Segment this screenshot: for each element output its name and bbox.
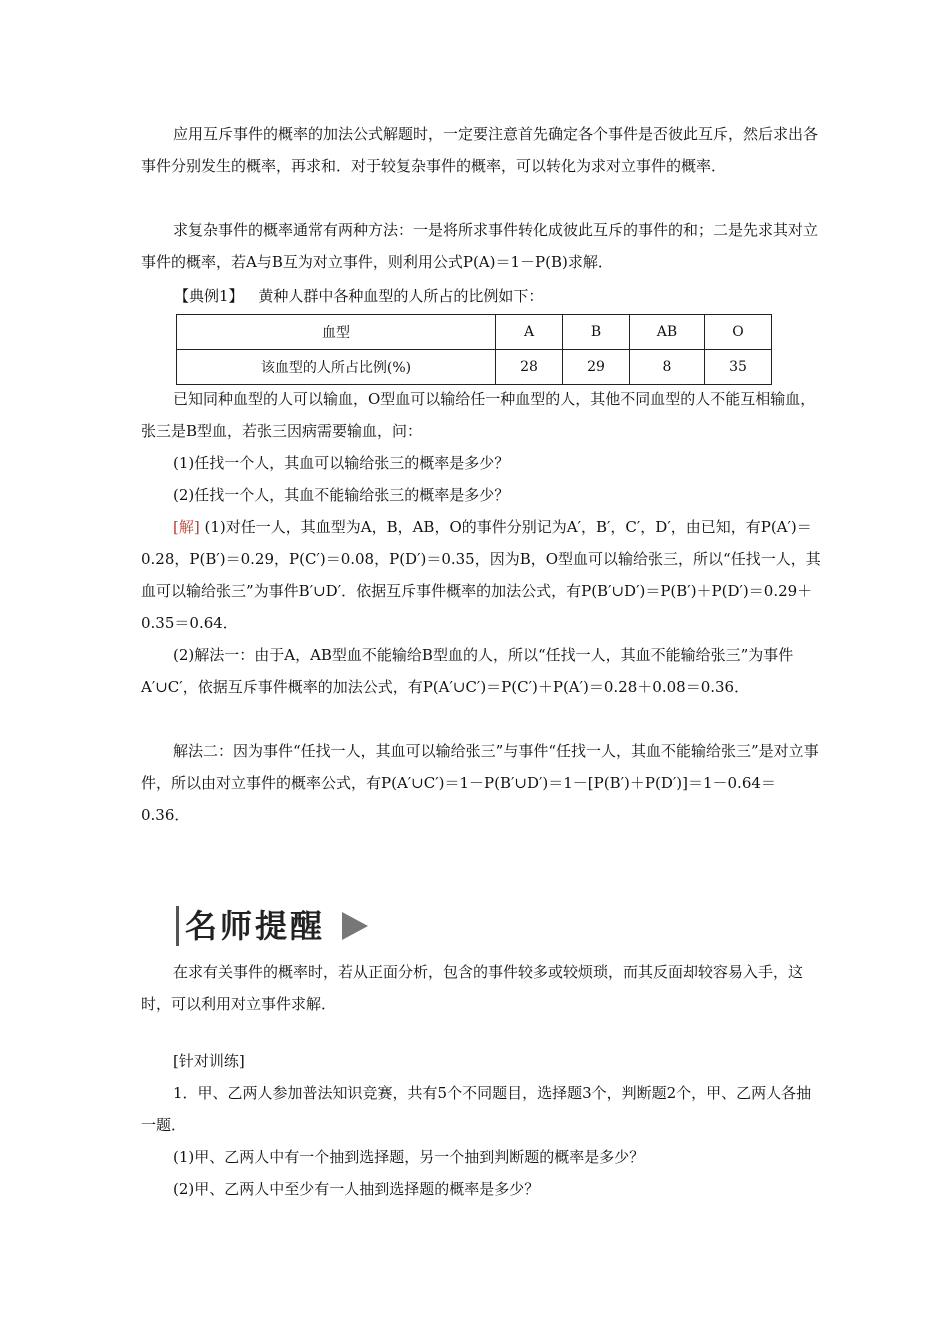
tip-title: 名师提醒 — [185, 907, 326, 945]
solution-tag: [解] — [173, 518, 200, 536]
example-question-2: (2)任找一个人，其血不能输给张三的概率是多少？ — [173, 486, 510, 504]
practice-question-2: (2)甲、乙两人中至少有一人抽到选择题的概率是多少？ — [173, 1180, 540, 1198]
practice-item-1: 1．甲、乙两人参加普法知识竞赛，共有5个不同题目，选择题3个，判断题2个，甲、乙两人各抽一题． — [141, 1084, 812, 1134]
table-cell: 该血型的人所占比例(%) — [177, 350, 496, 385]
solution-part-1 — [141, 511, 821, 639]
example-description: 已知同种血型的人可以输血，O型血可以输给任一种血型的人，其他不同血型的人不能互相输血，张三是B型血，若张三因病需要输血，问： — [141, 390, 816, 440]
blood-type-table — [176, 314, 772, 385]
tip-text: 在求有关事件的概率时，若从正面分析，包含的事件较多或较烦琐，而其反面却较容易入手，这时，可以利用对立事件求解． — [141, 963, 804, 1013]
table-cell: 8 — [630, 350, 705, 385]
table-header-row — [177, 315, 772, 350]
practice-heading: [针对训练] — [173, 1052, 245, 1070]
table-row — [177, 350, 772, 385]
tip-bar — [176, 906, 179, 946]
solution-part-3: 解法二：因为事件“任找一人，其血可以输给张三”与事件“任找一人，其血不能输给张三”是对立事件，所以由对立事件的概率公式，有P(A′∪C′)＝1－P(B′∪D′)＝1－[P(B′)＋P(D′)]＝1－0.64＝0.36． — [141, 742, 819, 824]
example-heading — [174, 286, 543, 306]
table-cell: 29 — [563, 350, 630, 385]
solution-part-2: (2)解法一：由于A，AB型血不能输给B型血的人，所以“任找一人，其血不能输给张三”为事件A′∪C′，依据互斥事件概率的加法公式，有P(A′∪C′)＝P(C′)＋P(A′)＝0.28＋0.08＝0.36． — [141, 646, 794, 696]
play-arrow-icon — [340, 910, 370, 942]
example-question-1: (1)任找一个人，其血可以输给张三的概率是多少？ — [173, 454, 510, 472]
table-header-cell: A — [496, 315, 563, 350]
table-header-cell: B — [563, 315, 630, 350]
example-tag: 【典例1】 — [174, 287, 244, 305]
practice-question-1: (1)甲、乙两人中有一个抽到选择题，另一个抽到判断题的概率是多少？ — [173, 1148, 645, 1166]
table-cell: 28 — [496, 350, 563, 385]
intro-paragraph-1: 应用互斥事件的概率的加法公式解题时，一定要注意首先确定各个事件是否彼此互斥，然后求出各事件分别发生的概率，再求和．对于较复杂事件的概率，可以转化为求对立事件的概率． — [141, 125, 819, 175]
table-header-cell: AB — [630, 315, 705, 350]
intro-paragraph-2: 求复杂事件的概率通常有两种方法：一是将所求事件转化成彼此互斥的事件的和；二是先求其对立事件的概率，若A与B互为对立事件，则利用公式P(A)＝1－P(B)求解． — [141, 221, 819, 271]
example-prompt: 黄种人群中各种血型的人所占的比例如下： — [258, 287, 544, 305]
table-header-cell: O — [705, 315, 772, 350]
table-header-cell: 血型 — [177, 315, 496, 350]
table-cell: 35 — [705, 350, 772, 385]
solution-part-1-text: (1)对任一人，其血型为A，B，AB，O的事件分别记为A′，B′，C′，D′，由已知，有P(A′)＝0.28，P(B′)＝0.29，P(C′)＝0.08，P(D′)＝0.35，因为B，O型血可以输给张三，所以“任找一人，其血可以输给张三”为事件B′∪D′．依据互斥事件概率的加法公式，有P(B′∪D′)＝P(B′)＋P(D′)＝0.29＋0.35＝0.64． — [141, 518, 821, 632]
